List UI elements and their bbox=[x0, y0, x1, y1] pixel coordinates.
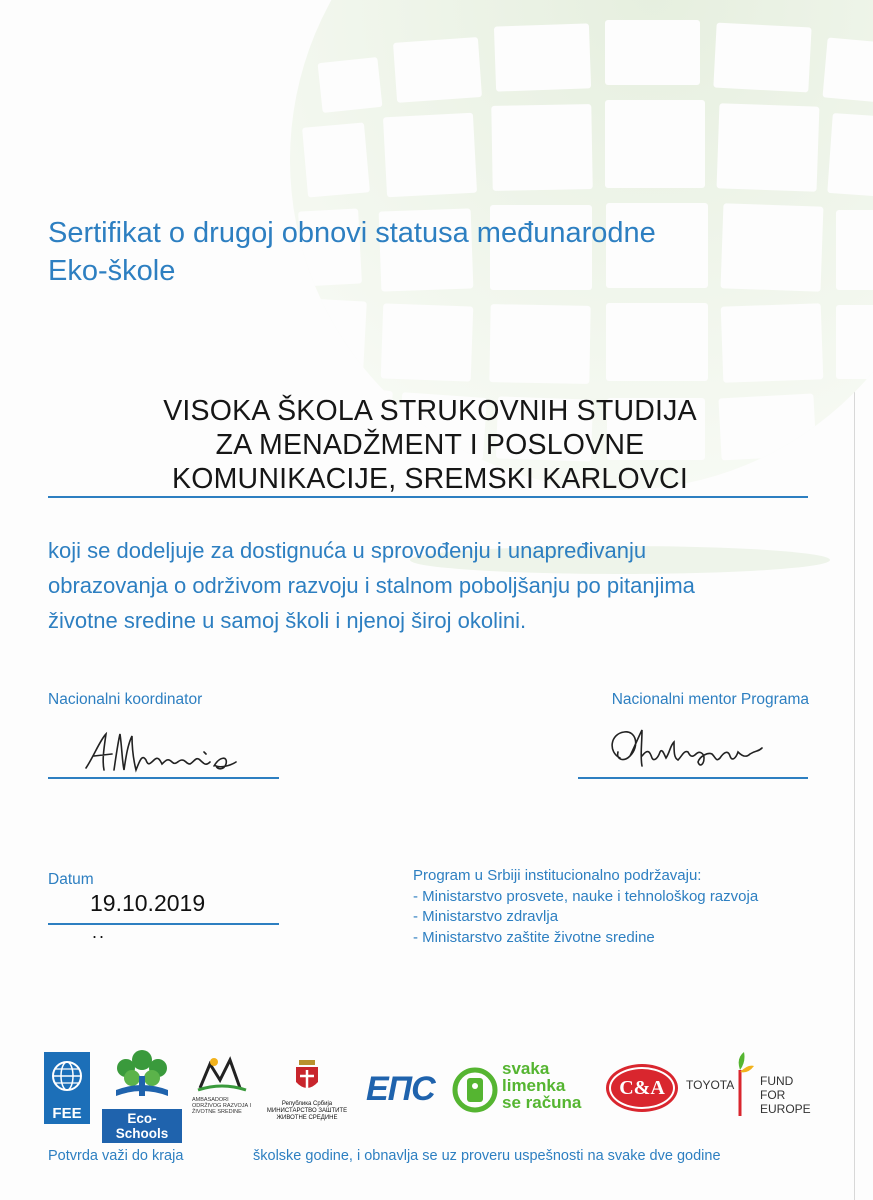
svaka-text bbox=[502, 1060, 581, 1111]
sprout-icon bbox=[738, 1050, 758, 1116]
ca-logo bbox=[606, 1064, 678, 1112]
school-underline bbox=[48, 496, 808, 498]
school-name-line-3: KOMUNIKACIJE, SREMSKI KARLOVCI bbox=[172, 463, 688, 495]
title-line-1: Sertifikat o drugoj obnovi statusa međunarodne bbox=[48, 217, 656, 249]
description-line-2: obrazovanja o održivom razvoju i stalnom poboljšanju po pitanjima bbox=[48, 573, 695, 598]
validity-note-end: školske godine, i obnavlja se uz proveru uspešnosti na svake dve godine bbox=[253, 1148, 721, 1164]
partner-logos bbox=[40, 1048, 840, 1141]
eps-logo: ЕПС bbox=[366, 1070, 435, 1108]
support-item: - Ministarstvo zdravlja bbox=[413, 908, 559, 925]
title-line-2: Eko-škole bbox=[48, 255, 176, 287]
support-heading: Program u Srbiji institucionalno podržavaju: bbox=[413, 867, 702, 884]
date-line bbox=[48, 923, 279, 925]
toyota-text: TOYOTA bbox=[686, 1078, 735, 1092]
description-line-3: životne sredine u samoj školi i njenoj široj okolini. bbox=[48, 608, 527, 633]
eco-schools-tree-icon bbox=[102, 1048, 182, 1104]
ministry-logo bbox=[262, 1058, 352, 1126]
recycle-can-icon bbox=[452, 1062, 498, 1118]
national-mentor-label: Nacionalni mentor Programa bbox=[611, 691, 809, 708]
fee-text: FEE bbox=[52, 1105, 82, 1122]
svaka-limenka-logo bbox=[452, 1060, 602, 1120]
ambasadori-logo bbox=[192, 1056, 262, 1124]
date-label: Datum bbox=[48, 871, 94, 888]
support-item: - Ministarstvo prosvete, nauke i tehnološkog razvoja bbox=[413, 887, 759, 905]
ministry-line-2: МИНИСТАРСТВО ЗАШТИТЕ bbox=[266, 1108, 348, 1114]
svaka-line-1: svaka bbox=[502, 1059, 550, 1078]
validity-note-start: Potvrda važi do kraja bbox=[48, 1148, 184, 1164]
serbia-coat-of-arms-icon bbox=[292, 1058, 322, 1096]
coordinator-signature-line bbox=[48, 777, 279, 779]
fee-globe-icon bbox=[44, 1052, 90, 1102]
ministry-line-3: ЖИВОТНЕ СРЕДИНЕ bbox=[276, 1115, 338, 1121]
fee-logo bbox=[44, 1052, 90, 1124]
eco-schools-logo bbox=[102, 1048, 182, 1141]
svaka-line-3: se računa bbox=[502, 1093, 582, 1112]
mentor-signature bbox=[600, 722, 800, 778]
svaka-line-2: limenka bbox=[502, 1076, 566, 1095]
school-name-line-1: VISOKA ŠKOLA STRUKOVNIH STUDIJA bbox=[163, 395, 697, 427]
toyota-fund-divider bbox=[738, 1050, 742, 1116]
school-name-line-2: ZA MENADŽMENT I POSLOVNE bbox=[215, 429, 645, 461]
award-description bbox=[48, 533, 828, 638]
school-name bbox=[70, 394, 790, 496]
ambasadori-text: AMBASADORI ODRŽIVOG RAZVOJA I ŽIVOTNE SREDINE bbox=[192, 1097, 251, 1115]
support-item: - Ministarstvo zaštite životne sredine bbox=[413, 928, 655, 946]
date-value: 19.10.2019 bbox=[90, 890, 206, 916]
eco-schools-text: Eco-Schools bbox=[102, 1109, 182, 1143]
fund-line-2: FOR bbox=[760, 1088, 786, 1102]
fund-for-europe-text bbox=[760, 1074, 811, 1116]
coordinator-signature bbox=[80, 726, 250, 778]
fund-line-1: FUND bbox=[760, 1074, 794, 1088]
certificate-title bbox=[48, 214, 808, 290]
ca-text: C&A bbox=[609, 1067, 675, 1109]
mentor-signature-line bbox=[578, 777, 808, 779]
institutional-support bbox=[413, 866, 758, 948]
description-line-1: koji se dodeljuje za dostignuća u sprovođenju i unapređivanju bbox=[48, 538, 647, 563]
fund-line-3: EUROPE bbox=[760, 1102, 811, 1116]
ministry-line-1: Република Србија bbox=[281, 1101, 333, 1107]
ministry-text bbox=[262, 1101, 352, 1122]
date-dots: .. bbox=[92, 922, 107, 942]
national-coordinator-label: Nacionalni koordinator bbox=[48, 691, 203, 708]
ambasadori-icon bbox=[192, 1056, 252, 1092]
